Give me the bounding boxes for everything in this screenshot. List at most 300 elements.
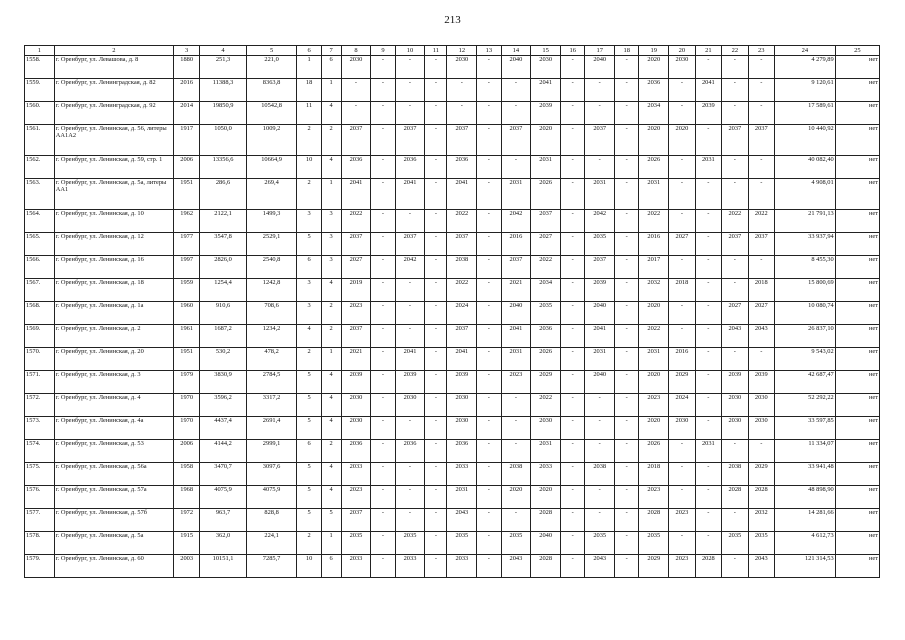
cell-c14: 2023 — [501, 371, 531, 394]
cell-c11: - — [425, 256, 447, 279]
cell-c25: нет — [835, 302, 879, 325]
cell-c8: - — [341, 102, 371, 125]
cell-c17: 2040 — [585, 56, 615, 79]
cell-c5: 2529,1 — [246, 233, 297, 256]
cell-c18: - — [615, 210, 639, 233]
address-cell: г. Оренбург, ул. Ленинская, д. 3 — [54, 371, 173, 394]
cell-c4: 11388,3 — [200, 79, 246, 102]
cell-c21: 2031 — [695, 156, 721, 179]
cell-c11: - — [425, 125, 447, 156]
cell-c7: 4 — [321, 102, 341, 125]
cell-c13: - — [477, 509, 501, 532]
cell-c19: 2020 — [639, 371, 669, 394]
cell-c21: - — [695, 532, 721, 555]
cell-c5: 3097,6 — [246, 463, 297, 486]
cell-c6: 6 — [297, 256, 321, 279]
row-number-cell: 1567. — [25, 279, 55, 302]
address-cell: г. Оренбург, ул. Левашова, д. 8 — [54, 56, 173, 79]
cell-c23: - — [748, 179, 774, 210]
cell-c3: 1968 — [173, 486, 199, 509]
cell-c7: 1 — [321, 532, 341, 555]
cell-c21: 2028 — [695, 555, 721, 578]
cell-c23: - — [748, 156, 774, 179]
cell-c12: 2038 — [447, 256, 477, 279]
cell-c20: 2030 — [669, 417, 695, 440]
cell-c10: 2039 — [395, 371, 425, 394]
cell-c15: 2028 — [531, 509, 561, 532]
cell-c19: 2016 — [639, 233, 669, 256]
cell-c25: нет — [835, 348, 879, 371]
cell-c8: 2037 — [341, 125, 371, 156]
cell-c14: 2038 — [501, 463, 531, 486]
cell-c8: 2033 — [341, 463, 371, 486]
cell-c11: - — [425, 486, 447, 509]
cell-c14: - — [501, 440, 531, 463]
table-body — [25, 56, 880, 578]
cell-c3: 1960 — [173, 302, 199, 325]
cell-c10: - — [395, 463, 425, 486]
cell-c15: 2030 — [531, 56, 561, 79]
cell-c20: - — [669, 302, 695, 325]
cell-c17: - — [585, 394, 615, 417]
column-number-7: 7 — [321, 46, 341, 56]
cell-c11: - — [425, 509, 447, 532]
row-number-cell: 1566. — [25, 256, 55, 279]
cell-c24: 42 687,47 — [775, 371, 836, 394]
cell-c24: 26 837,10 — [775, 325, 836, 348]
cell-c16: - — [561, 279, 585, 302]
cell-c15: 2026 — [531, 179, 561, 210]
cell-c5: 10542,8 — [246, 102, 297, 125]
cell-c7: 4 — [321, 417, 341, 440]
cell-c22: 2035 — [722, 532, 748, 555]
cell-c4: 4144,2 — [200, 440, 246, 463]
cell-c21: - — [695, 394, 721, 417]
cell-c5: 708,6 — [246, 302, 297, 325]
cell-c18: - — [615, 509, 639, 532]
cell-c17: - — [585, 440, 615, 463]
cell-c6: 5 — [297, 486, 321, 509]
cell-c17: 2031 — [585, 179, 615, 210]
row-number-cell: 1570. — [25, 348, 55, 371]
cell-c15: 2020 — [531, 486, 561, 509]
cell-c3: 1951 — [173, 179, 199, 210]
cell-c15: 2033 — [531, 463, 561, 486]
cell-c22: - — [722, 156, 748, 179]
table-row — [25, 179, 880, 210]
cell-c24: 9 120,61 — [775, 79, 836, 102]
cell-c20: - — [669, 156, 695, 179]
cell-c3: 1977 — [173, 233, 199, 256]
cell-c5: 8363,8 — [246, 79, 297, 102]
cell-c16: - — [561, 125, 585, 156]
cell-c21: - — [695, 371, 721, 394]
column-number-25: 25 — [835, 46, 879, 56]
address-cell: г. Оренбург, ул. Ленинская, д. 59, стр. 1 — [54, 156, 173, 179]
cell-c18: - — [615, 325, 639, 348]
cell-c16: - — [561, 256, 585, 279]
cell-c19: 2035 — [639, 532, 669, 555]
cell-c5: 4075,9 — [246, 486, 297, 509]
cell-c24: 9 543,02 — [775, 348, 836, 371]
cell-c4: 251,3 — [200, 56, 246, 79]
cell-c20: 2023 — [669, 509, 695, 532]
cell-c7: 2 — [321, 302, 341, 325]
cell-c23: - — [748, 348, 774, 371]
table-row — [25, 302, 880, 325]
cell-c20: 2024 — [669, 394, 695, 417]
cell-c19: 2026 — [639, 156, 669, 179]
cell-c10: - — [395, 302, 425, 325]
cell-c17: 2041 — [585, 325, 615, 348]
cell-c9: - — [371, 179, 395, 210]
cell-c23: - — [748, 79, 774, 102]
cell-c9: - — [371, 463, 395, 486]
cell-c19: 2023 — [639, 394, 669, 417]
cell-c24: 4 612,73 — [775, 532, 836, 555]
cell-c22: 2028 — [722, 486, 748, 509]
cell-c8: 2037 — [341, 325, 371, 348]
cell-c8: 2030 — [341, 56, 371, 79]
cell-c20: - — [669, 440, 695, 463]
cell-c12: 2037 — [447, 125, 477, 156]
cell-c7: 3 — [321, 233, 341, 256]
cell-c8: 2037 — [341, 509, 371, 532]
cell-c9: - — [371, 156, 395, 179]
table-row — [25, 532, 880, 555]
table-row — [25, 394, 880, 417]
cell-c8: 2036 — [341, 156, 371, 179]
cell-c16: - — [561, 417, 585, 440]
address-cell: г. Оренбург, ул. Ленинская, д. 53 — [54, 440, 173, 463]
cell-c10: 2030 — [395, 394, 425, 417]
cell-c7: 4 — [321, 394, 341, 417]
table-row — [25, 56, 880, 79]
cell-c10: - — [395, 210, 425, 233]
cell-c11: - — [425, 532, 447, 555]
cell-c22: - — [722, 348, 748, 371]
cell-c4: 362,0 — [200, 532, 246, 555]
cell-c12: 2022 — [447, 279, 477, 302]
cell-c8: 2027 — [341, 256, 371, 279]
cell-c6: 2 — [297, 532, 321, 555]
cell-c16: - — [561, 102, 585, 125]
cell-c19: 2028 — [639, 509, 669, 532]
table-row — [25, 555, 880, 578]
cell-c7: 2 — [321, 325, 341, 348]
cell-c11: - — [425, 348, 447, 371]
cell-c20: - — [669, 79, 695, 102]
cell-c18: - — [615, 102, 639, 125]
cell-c18: - — [615, 394, 639, 417]
table-row — [25, 371, 880, 394]
cell-c20: - — [669, 532, 695, 555]
cell-c12: 2037 — [447, 325, 477, 348]
table-row — [25, 463, 880, 486]
cell-c12: 2035 — [447, 532, 477, 555]
cell-c4: 3830,9 — [200, 371, 246, 394]
cell-c11: - — [425, 440, 447, 463]
cell-c10: - — [395, 79, 425, 102]
cell-c24: 33 597,85 — [775, 417, 836, 440]
address-cell: г. Оренбург, ул. Ленинская, д. 12 — [54, 233, 173, 256]
row-number-cell: 1561. — [25, 125, 55, 156]
cell-c9: - — [371, 302, 395, 325]
column-number-13: 13 — [477, 46, 501, 56]
table-row — [25, 156, 880, 179]
cell-c3: 1979 — [173, 371, 199, 394]
table-row — [25, 325, 880, 348]
address-cell: г. Оренбург, ул. Ленинская, д. 1а — [54, 302, 173, 325]
cell-c19: 2022 — [639, 325, 669, 348]
cell-c9: - — [371, 325, 395, 348]
address-cell: г. Оренбург, ул. Ленинская, д. 4а — [54, 417, 173, 440]
cell-c17: - — [585, 102, 615, 125]
column-number-24: 24 — [775, 46, 836, 56]
cell-c21: - — [695, 463, 721, 486]
cell-c4: 10151,1 — [200, 555, 246, 578]
cell-c15: 2039 — [531, 102, 561, 125]
cell-c21: - — [695, 279, 721, 302]
address-cell: г. Оренбург, ул. Ленинская, д. 10 — [54, 210, 173, 233]
cell-c3: 1997 — [173, 256, 199, 279]
cell-c21: 2031 — [695, 440, 721, 463]
cell-c8: 2021 — [341, 348, 371, 371]
cell-c11: - — [425, 179, 447, 210]
table-row — [25, 79, 880, 102]
cell-c22: - — [722, 179, 748, 210]
cell-c21: - — [695, 486, 721, 509]
row-number-cell: 1575. — [25, 463, 55, 486]
cell-c24: 17 589,61 — [775, 102, 836, 125]
cell-c3: 2006 — [173, 440, 199, 463]
cell-c8: 2039 — [341, 371, 371, 394]
cell-c14: 2037 — [501, 256, 531, 279]
cell-c22: - — [722, 56, 748, 79]
cell-c21: - — [695, 256, 721, 279]
cell-c18: - — [615, 56, 639, 79]
cell-c10: 2037 — [395, 125, 425, 156]
cell-c14: 2041 — [501, 325, 531, 348]
cell-c7: 2 — [321, 440, 341, 463]
cell-c22: 2030 — [722, 417, 748, 440]
cell-c7: 4 — [321, 279, 341, 302]
cell-c25: нет — [835, 417, 879, 440]
cell-c13: - — [477, 79, 501, 102]
cell-c4: 1254,4 — [200, 279, 246, 302]
cell-c5: 1499,3 — [246, 210, 297, 233]
cell-c4: 4075,9 — [200, 486, 246, 509]
column-number-19: 19 — [639, 46, 669, 56]
cell-c9: - — [371, 440, 395, 463]
cell-c11: - — [425, 79, 447, 102]
cell-c22: 2037 — [722, 125, 748, 156]
cell-c12: 2041 — [447, 348, 477, 371]
cell-c21: - — [695, 509, 721, 532]
address-cell: г. Оренбург, ул. Ленинская, д. 16 — [54, 256, 173, 279]
cell-c25: нет — [835, 256, 879, 279]
cell-c9: - — [371, 348, 395, 371]
cell-c7: 1 — [321, 79, 341, 102]
cell-c5: 2999,1 — [246, 440, 297, 463]
cell-c6: 5 — [297, 509, 321, 532]
row-number-cell: 1577. — [25, 509, 55, 532]
cell-c14: 2020 — [501, 486, 531, 509]
cell-c7: 3 — [321, 256, 341, 279]
address-cell: г. Оренбург, ул. Ленинская, д. 4 — [54, 394, 173, 417]
cell-c7: 5 — [321, 509, 341, 532]
column-number-11: 11 — [425, 46, 447, 56]
cell-c7: 4 — [321, 156, 341, 179]
column-number-5: 5 — [246, 46, 297, 56]
cell-c9: - — [371, 256, 395, 279]
cell-c23: 2030 — [748, 394, 774, 417]
column-number-8: 8 — [341, 46, 371, 56]
cell-c25: нет — [835, 233, 879, 256]
cell-c23: - — [748, 56, 774, 79]
cell-c13: - — [477, 486, 501, 509]
cell-c15: 2022 — [531, 394, 561, 417]
cell-c6: 3 — [297, 210, 321, 233]
cell-c14: - — [501, 102, 531, 125]
cell-c8: 2036 — [341, 440, 371, 463]
cell-c5: 2691,4 — [246, 417, 297, 440]
cell-c11: - — [425, 417, 447, 440]
cell-c18: - — [615, 440, 639, 463]
cell-c12: 2043 — [447, 509, 477, 532]
cell-c8: 2030 — [341, 417, 371, 440]
cell-c13: - — [477, 233, 501, 256]
row-number-cell: 1558. — [25, 56, 55, 79]
cell-c10: - — [395, 102, 425, 125]
table-row — [25, 233, 880, 256]
cell-c14: 2031 — [501, 348, 531, 371]
cell-c7: 6 — [321, 56, 341, 79]
address-cell: г. Оренбург, ул. Ленинская, д. 56, литеры АА1А2 — [54, 125, 173, 156]
cell-c21: - — [695, 325, 721, 348]
cell-c16: - — [561, 325, 585, 348]
cell-c19: 2034 — [639, 102, 669, 125]
cell-c14: 2037 — [501, 125, 531, 156]
cell-c18: - — [615, 555, 639, 578]
cell-c24: 40 082,40 — [775, 156, 836, 179]
cell-c25: нет — [835, 102, 879, 125]
table-row — [25, 440, 880, 463]
cell-c15: 2041 — [531, 79, 561, 102]
cell-c25: нет — [835, 125, 879, 156]
cell-c3: 1915 — [173, 532, 199, 555]
cell-c23: 2037 — [748, 233, 774, 256]
row-number-cell: 1568. — [25, 302, 55, 325]
address-cell: г. Оренбург, ул. Ленинская, д. 20 — [54, 348, 173, 371]
cell-c19: 2020 — [639, 125, 669, 156]
cell-c22: 2038 — [722, 463, 748, 486]
cell-c15: 2030 — [531, 417, 561, 440]
table-row — [25, 486, 880, 509]
cell-c24: 10 440,92 — [775, 125, 836, 156]
cell-c3: 1961 — [173, 325, 199, 348]
cell-c21: - — [695, 302, 721, 325]
row-number-cell: 1576. — [25, 486, 55, 509]
cell-c9: - — [371, 509, 395, 532]
cell-c21: 2039 — [695, 102, 721, 125]
cell-c23: - — [748, 256, 774, 279]
cell-c19: 2022 — [639, 210, 669, 233]
cell-c15: 2037 — [531, 210, 561, 233]
cell-c12: 2037 — [447, 233, 477, 256]
cell-c13: - — [477, 371, 501, 394]
cell-c17: - — [585, 417, 615, 440]
cell-c25: нет — [835, 371, 879, 394]
cell-c6: 11 — [297, 102, 321, 125]
cell-c3: 1959 — [173, 279, 199, 302]
row-number-cell: 1572. — [25, 394, 55, 417]
cell-c21: - — [695, 210, 721, 233]
column-number-9: 9 — [371, 46, 395, 56]
cell-c15: 2020 — [531, 125, 561, 156]
cell-c9: - — [371, 371, 395, 394]
cell-c12: 2030 — [447, 417, 477, 440]
cell-c3: 1958 — [173, 463, 199, 486]
row-number-cell: 1563. — [25, 179, 55, 210]
cell-c9: - — [371, 56, 395, 79]
cell-c22: 2027 — [722, 302, 748, 325]
cell-c17: 2043 — [585, 555, 615, 578]
cell-c22: - — [722, 555, 748, 578]
table-row — [25, 125, 880, 156]
cell-c12: - — [447, 102, 477, 125]
cell-c16: - — [561, 79, 585, 102]
cell-c23: - — [748, 440, 774, 463]
cell-c25: нет — [835, 279, 879, 302]
cell-c16: - — [561, 156, 585, 179]
address-cell: г. Оренбург, ул. Ленинградская, д. 92 — [54, 102, 173, 125]
cell-c11: - — [425, 279, 447, 302]
cell-c4: 1687,2 — [200, 325, 246, 348]
cell-c13: - — [477, 394, 501, 417]
cell-c19: 2032 — [639, 279, 669, 302]
cell-c7: 1 — [321, 179, 341, 210]
cell-c9: - — [371, 125, 395, 156]
cell-c3: 2014 — [173, 102, 199, 125]
cell-c14: - — [501, 509, 531, 532]
cell-c20: 2016 — [669, 348, 695, 371]
table-row — [25, 279, 880, 302]
cell-c12: 2041 — [447, 179, 477, 210]
cell-c16: - — [561, 532, 585, 555]
cell-c22: - — [722, 256, 748, 279]
column-number-17: 17 — [585, 46, 615, 56]
cell-c6: 5 — [297, 394, 321, 417]
cell-c21: 2041 — [695, 79, 721, 102]
cell-c13: - — [477, 302, 501, 325]
cell-c7: 1 — [321, 348, 341, 371]
cell-c10: 2035 — [395, 532, 425, 555]
cell-c14: 2040 — [501, 56, 531, 79]
cell-c5: 10664,9 — [246, 156, 297, 179]
cell-c5: 7285,7 — [246, 555, 297, 578]
cell-c17: 2040 — [585, 371, 615, 394]
cell-c5: 2784,5 — [246, 371, 297, 394]
column-number-3: 3 — [173, 46, 199, 56]
cell-c12: 2036 — [447, 156, 477, 179]
cell-c9: - — [371, 102, 395, 125]
cell-c20: 2027 — [669, 233, 695, 256]
cell-c15: 2026 — [531, 348, 561, 371]
cell-c9: - — [371, 486, 395, 509]
cell-c19: 2023 — [639, 486, 669, 509]
cell-c25: нет — [835, 394, 879, 417]
